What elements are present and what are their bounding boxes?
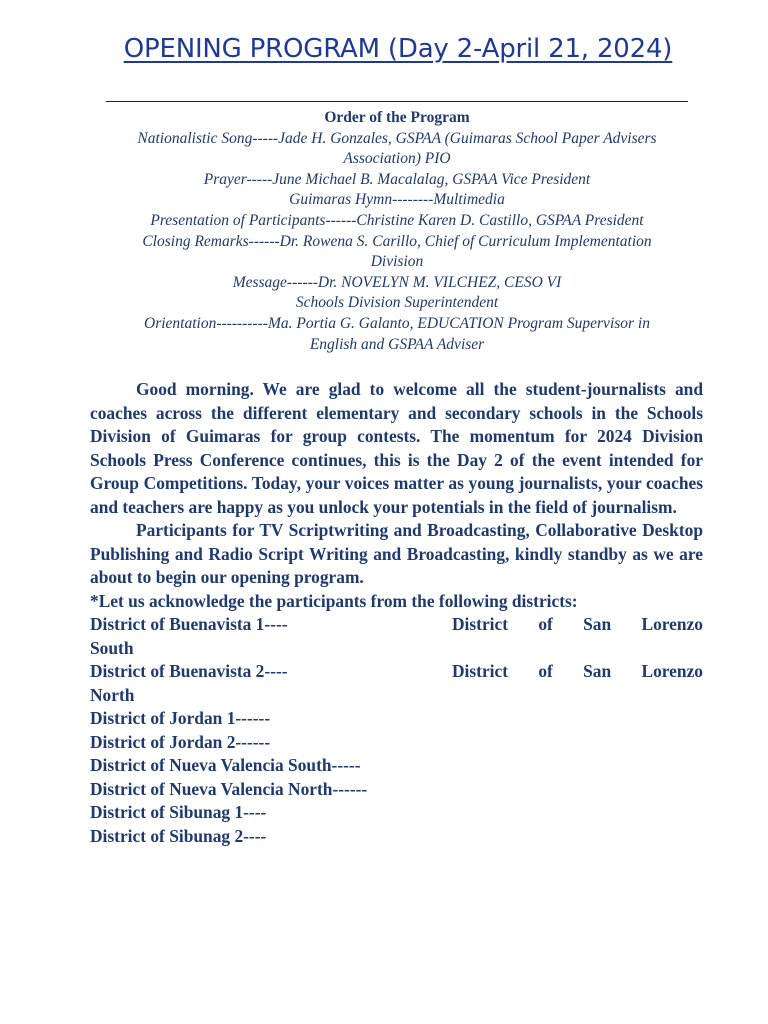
program-item: Division <box>370 253 424 271</box>
program-item: Orientation----------Ma. Portia G. Galanto, EDUCATION Program Supervisor in <box>144 314 650 332</box>
district-item: District of Sibunag 1---- <box>90 802 267 822</box>
program-item: Prayer-----June Michael B. Macalalag, GSPAA Vice President <box>203 170 591 188</box>
program-item: Schools Division Superintendent <box>295 294 499 312</box>
program-item: Association) PIO <box>343 150 451 168</box>
welcome-paragraph: Good morning. We are glad to welcome all the student-journalists and coaches across the different elementary and secondary schools in the Schools Division of Guimaras for group contests. The momentum for 2024 Division Schools Press Conference continues, this is the Day 2 of the event intended for Group Competitions. Today, your voices matter as young journalists, your coaches and teachers are happy as you unlock your potentials in the field of journalism. <box>90 379 703 517</box>
title-divider <box>106 101 688 102</box>
program-item: Message------Dr. NOVELYN M. VILCHEZ, CESO VI <box>232 273 562 291</box>
district-item: District of Buenavista 2---- <box>90 661 288 681</box>
program-item: Nationalistic Song-----Jade H. Gonzales, GSPAA (Guimaras School Paper Advisers <box>137 129 657 147</box>
district-item: District of San Lorenzo <box>452 614 703 634</box>
program-heading: Order of the Program <box>324 109 470 126</box>
district-item: District of Jordan 2------ <box>90 731 271 752</box>
program-item: Closing Remarks------Dr. Rowena S. Carillo, Chief of Curriculum Implementation <box>142 232 652 250</box>
standby-paragraph: Participants for TV Scriptwriting and Broadcasting, Collaborative Desktop Publishing and Radio Script Writing and Broadcasting, kindly standby as we are about to begin our opening program. <box>90 520 703 587</box>
program-item: Presentation of Participants------Christine Karen D. Castillo, GSPAA President <box>150 211 644 229</box>
district-item: District of Nueva Valencia North------ <box>90 778 368 799</box>
program-order <box>96 108 698 355</box>
welcome-body <box>90 378 703 848</box>
district-row <box>90 660 703 684</box>
program-item: English and GSPAA Adviser <box>309 335 485 353</box>
district-row <box>90 613 703 637</box>
district-item: District of Buenavista 1---- <box>90 614 288 634</box>
district-item: District of Sibunag 2---- <box>90 825 267 846</box>
district-item: District of Jordan 1------ <box>90 708 271 728</box>
district-item: District of Nueva Valencia South----- <box>90 755 361 775</box>
program-item: Guimaras Hymn--------Multimedia <box>289 191 505 209</box>
district-item-continuation: South <box>90 637 134 658</box>
page-title: OPENING PROGRAM (Day 2-April 21, 2024) <box>123 34 673 64</box>
acknowledge-line: *Let us acknowledge the participants from the following districts: <box>90 590 578 611</box>
district-item: District of San Lorenzo <box>452 661 703 681</box>
district-item-continuation: North <box>90 684 135 705</box>
